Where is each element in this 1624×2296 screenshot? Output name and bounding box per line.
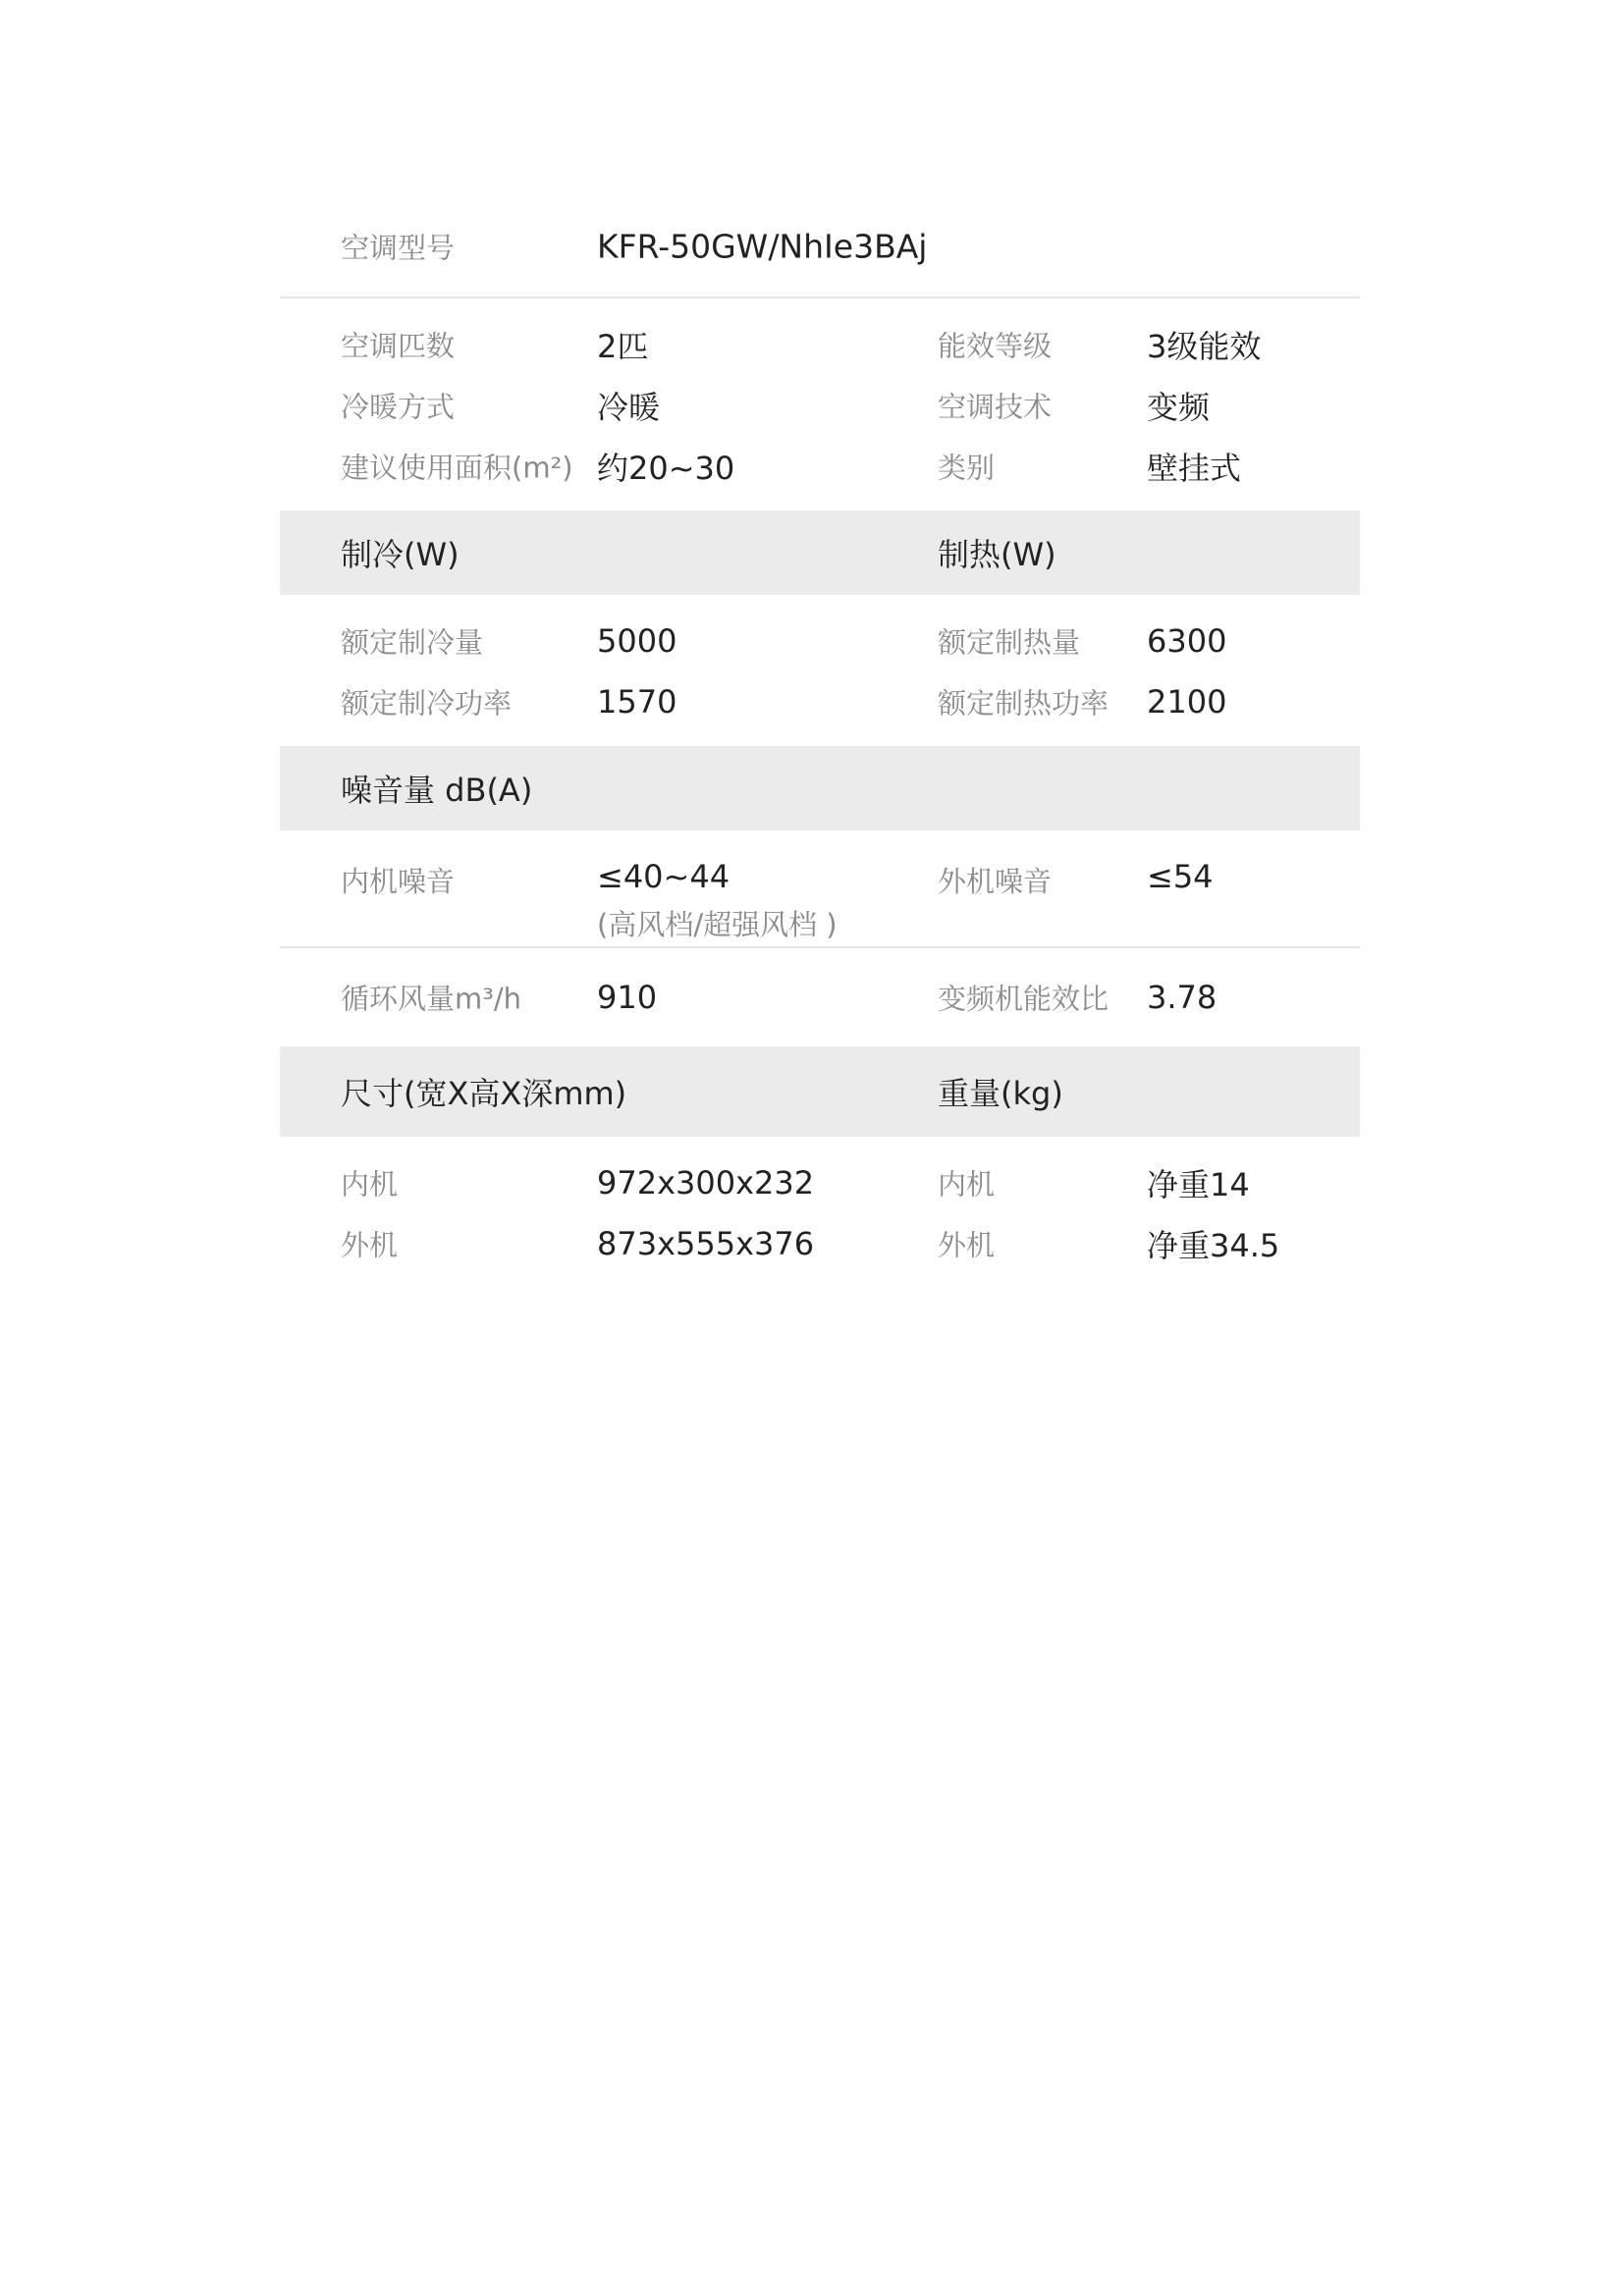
spec-value: ≤54	[1147, 858, 1214, 895]
spec-row	[280, 1213, 1360, 1274]
spec-label: 类别	[938, 451, 996, 485]
spec-label: 空调匹数	[341, 329, 456, 363]
model-value: KFR-50GW/NhIe3BAj	[597, 227, 928, 266]
spec-value: 6300	[1147, 622, 1227, 660]
spec-label: 外机	[938, 1228, 996, 1262]
spec-value: 3.78	[1147, 979, 1218, 1016]
basic-specs	[280, 298, 1360, 510]
spec-value: 5000	[597, 622, 677, 660]
spec-value: 972x300x232	[597, 1164, 815, 1201]
spec-label: 内机	[341, 1167, 399, 1201]
model-label: 空调型号	[341, 231, 456, 265]
spec-label: 内机	[938, 1167, 996, 1201]
spec-label: 额定制热功率	[938, 686, 1110, 721]
section-header-power	[280, 510, 1360, 595]
section-header-noise	[280, 746, 1360, 830]
spec-row	[280, 671, 1360, 732]
section-title-heating: 制热(W)	[938, 536, 1056, 573]
spec-value: 1570	[597, 683, 677, 721]
spec-label: 额定制冷功率	[341, 686, 513, 721]
spec-value: ≤40~44	[597, 858, 731, 895]
spec-label: 循环风量m³/h	[341, 982, 522, 1016]
spec-note: (高风档/超强风档 )	[597, 908, 838, 941]
power-specs	[280, 595, 1360, 746]
spec-label: 内机噪音	[341, 865, 456, 898]
spec-row	[280, 375, 1360, 436]
spec-label: 冷暖方式	[341, 390, 456, 424]
section-title-size: 尺寸(宽X高X深mm)	[341, 1075, 627, 1112]
section-title-noise: 噪音量 dB(A)	[341, 772, 533, 809]
spec-label: 空调技术	[938, 390, 1053, 424]
spec-value: 2匹	[597, 328, 649, 365]
spec-value: 约20~30	[597, 450, 735, 487]
section-header-size	[280, 1046, 1360, 1137]
spec-row	[280, 830, 1360, 946]
spec-label: 外机噪音	[938, 865, 1053, 898]
spec-value: 910	[597, 979, 658, 1016]
spec-value: 变频	[1147, 389, 1211, 426]
spec-value: 壁挂式	[1147, 450, 1242, 487]
spec-row	[280, 611, 1360, 671]
spec-value: 2100	[1147, 683, 1227, 721]
spec-label: 额定制冷量	[341, 625, 484, 660]
spec-label: 建议使用面积(m²)	[341, 451, 573, 485]
spec-value: 3级能效	[1147, 328, 1262, 365]
noise-specs	[280, 830, 1360, 948]
spec-value: 冷暖	[597, 389, 661, 426]
spec-label: 外机	[341, 1228, 399, 1262]
spec-sheet	[280, 196, 1360, 1288]
spec-label: 变频机能效比	[938, 982, 1110, 1016]
model-row	[280, 196, 1360, 298]
spec-row	[280, 948, 1360, 1046]
spec-row	[280, 314, 1360, 375]
section-title-cooling: 制冷(W)	[341, 536, 460, 573]
spec-value: 净重34.5	[1147, 1227, 1280, 1264]
spec-label: 额定制热量	[938, 625, 1081, 660]
spec-value: 净重14	[1147, 1166, 1250, 1203]
spec-value: 873x555x376	[597, 1225, 815, 1262]
spec-row	[280, 1152, 1360, 1213]
spec-label: 能效等级	[938, 329, 1053, 363]
spec-row	[280, 436, 1360, 497]
section-title-weight: 重量(kg)	[938, 1075, 1063, 1112]
size-specs	[280, 1137, 1360, 1288]
